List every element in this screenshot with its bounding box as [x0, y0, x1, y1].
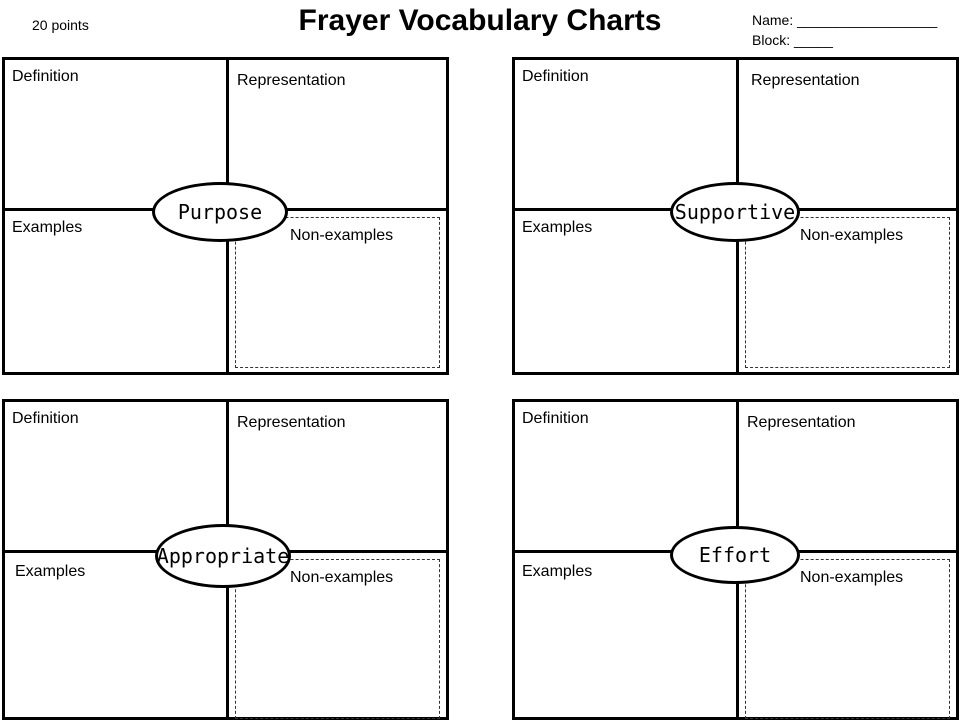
vocab-word: Supportive — [674, 200, 796, 224]
name-line: Name: __________________ — [752, 12, 938, 28]
examples-label: Examples — [522, 219, 593, 236]
definition-label: Definition — [522, 68, 589, 85]
frayer-chart-purpose — [2, 57, 449, 375]
points-label: 20 points — [32, 17, 89, 33]
definition-label: Definition — [522, 410, 589, 427]
frayer-chart-appropriate — [2, 399, 449, 720]
definition-label: Definition — [12, 68, 79, 85]
vocab-word: Purpose — [177, 200, 263, 224]
frayer-chart-supportive — [512, 57, 959, 375]
vocab-word-oval — [670, 182, 800, 242]
representation-label: Representation — [237, 72, 346, 89]
non-examples-label: Non-examples — [800, 569, 904, 586]
student-info — [752, 10, 937, 50]
representation-label: Representation — [747, 414, 856, 431]
vocab-word: Appropriate — [156, 544, 290, 568]
definition-label: Definition — [12, 410, 79, 427]
vocab-word-oval — [670, 526, 800, 584]
non-examples-label: Non-examples — [290, 227, 394, 244]
non-examples-label: Non-examples — [800, 227, 904, 244]
examples-label: Examples — [12, 219, 83, 236]
vocab-word-oval — [152, 182, 288, 242]
block-line: Block: _____ — [752, 32, 833, 48]
examples-label: Examples — [522, 563, 593, 580]
representation-label: Representation — [237, 414, 346, 431]
non-examples-label: Non-examples — [290, 569, 394, 586]
page-title: Frayer Vocabulary Charts — [298, 4, 662, 37]
examples-label: Examples — [15, 563, 86, 580]
vocab-word-oval — [155, 524, 291, 588]
representation-label: Representation — [751, 72, 860, 89]
vocab-word: Effort — [698, 543, 772, 567]
frayer-chart-effort — [512, 399, 959, 720]
